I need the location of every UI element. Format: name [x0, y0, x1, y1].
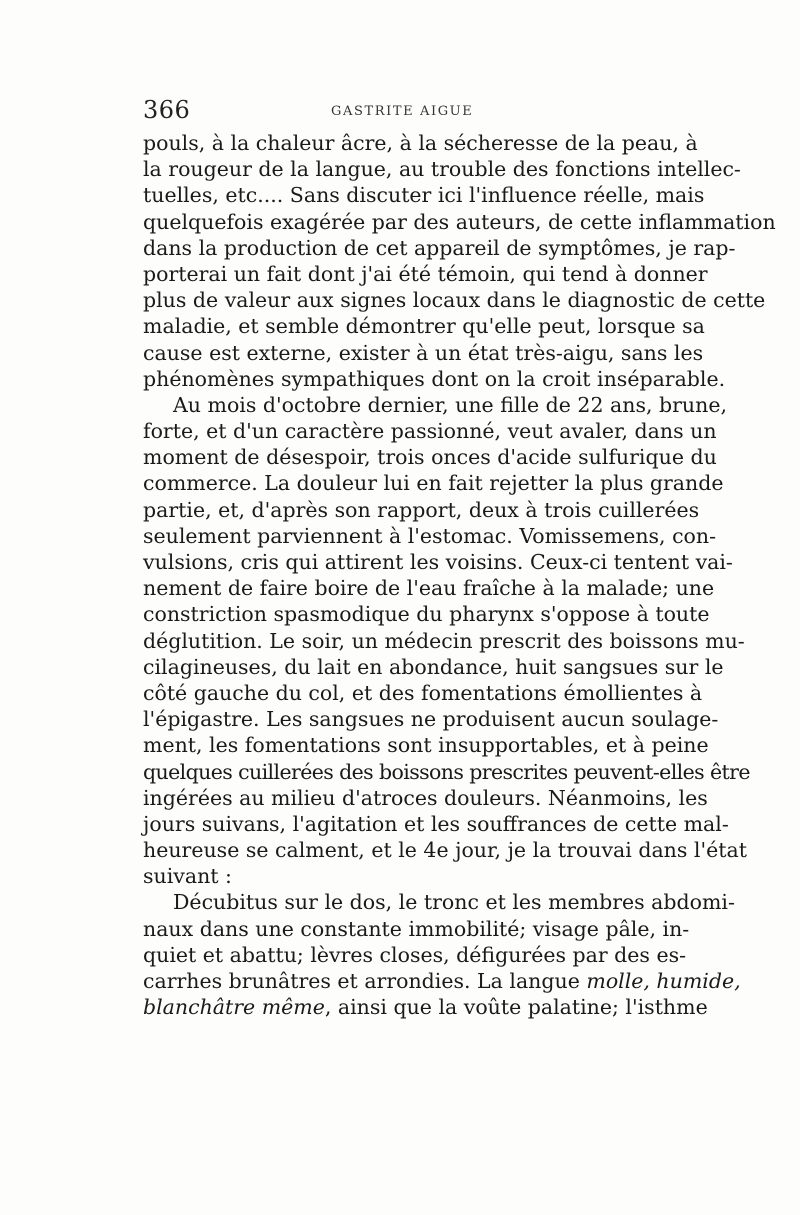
page-header	[143, 96, 663, 126]
text-line: ment, les fomentations sont insupportables, et à peine	[143, 733, 709, 758]
italic-text: molle, humide,	[586, 969, 741, 993]
text-line: tuelles, etc.... Sans discuter ici l'influence réelle, mais	[143, 183, 705, 208]
text-line: commerce. La douleur lui en fait rejetter la plus grande	[143, 471, 724, 496]
text-line: l'épigastre. Les sangsues ne produisent aucun soulage-	[143, 707, 719, 732]
text-line: nement de faire boire de l'eau fraîche à la malade; une	[143, 576, 715, 601]
running-title: GASTRITE AIGUE	[331, 104, 474, 119]
text-line: côté gauche du col, et des fomentations émollientes à	[143, 680, 703, 705]
text-line: quelques cuillerées des boissons prescrites peuvent-elles être	[143, 759, 750, 784]
text-line: dans la production de cet appareil de symptômes, je rap-	[143, 235, 736, 260]
text-line: naux dans une constante immobilité; visage pâle, in-	[143, 916, 690, 941]
page-number: 366	[143, 96, 191, 124]
text-line: quiet et abattu; lèvres closes, défigurées par des es-	[143, 942, 687, 967]
text-line: maladie, et semble démontrer qu'elle peut, lorsque sa	[143, 314, 705, 339]
text-line: forte, et d'un caractère passionné, veut avaler, dans un	[143, 419, 717, 444]
text-line: blanchâtre même, ainsi que la voûte palatine; l'isthme	[143, 995, 708, 1020]
text-line: constriction spasmodique du pharynx s'oppose à toute	[143, 602, 710, 627]
text-line: plus de valeur aux signes locaux dans le diagnostic de cette	[143, 288, 766, 313]
italic-text: blanchâtre même	[143, 995, 325, 1020]
text-line: vulsions, cris qui attirent les voisins. Ceux-ci tentent vai-	[143, 550, 733, 574]
text-line: déglutition. Le soir, un médecin prescrit des boissons mu-	[143, 628, 745, 653]
text-line: cause est externe, exister à un état très-aigu, sans les	[143, 340, 704, 365]
text-line: seulement parviennent à l'estomac. Vomissemens, con-	[143, 523, 717, 548]
text-segment: carrhes brunâtres et arrondies. La langue	[143, 969, 580, 993]
text-line: porterai un fait dont j'ai été témoin, qui tend à donner	[143, 261, 708, 286]
text-line: la rougeur de la langue, au trouble des fonctions intellec-	[143, 157, 741, 182]
text-line: phénomènes sympathiques dont on la croit inséparable.	[143, 366, 726, 391]
text-line: jours suivans, l'agitation et les souffrances de cette mal-	[143, 811, 729, 836]
text-line: quelquefois exagérée par des auteurs, de cette inflammation	[143, 209, 776, 234]
text-segment: ainsi que la voûte palatine; l'isthme	[337, 995, 708, 1020]
text-line	[143, 968, 741, 994]
text-line: Au mois d'octobre dernier, une fille de 22 ans, brune,	[173, 392, 727, 417]
text-line: pouls, à la chaleur âcre, à la sécheresse de la peau, à	[143, 131, 698, 155]
text-line: heureuse se calment, et le 4e jour, je la trouvai dans l'état	[143, 838, 747, 863]
text-line: cilagineuses, du lait en abondance, huit sangsues sur le	[143, 654, 724, 679]
text-line: partie, et, d'après son rapport, deux à trois cuillerées	[143, 497, 700, 522]
text-line: ingérées au milieu d'atroces douleurs. Néanmoins, les	[143, 785, 708, 810]
body-text	[143, 130, 776, 1020]
text-line: moment de désespoir, trois onces d'acide sulfurique du	[143, 445, 717, 470]
text-line: Décubitus sur le dos, le tronc et les membres abdomi-	[173, 890, 735, 915]
text-line: suivant :	[143, 864, 232, 889]
